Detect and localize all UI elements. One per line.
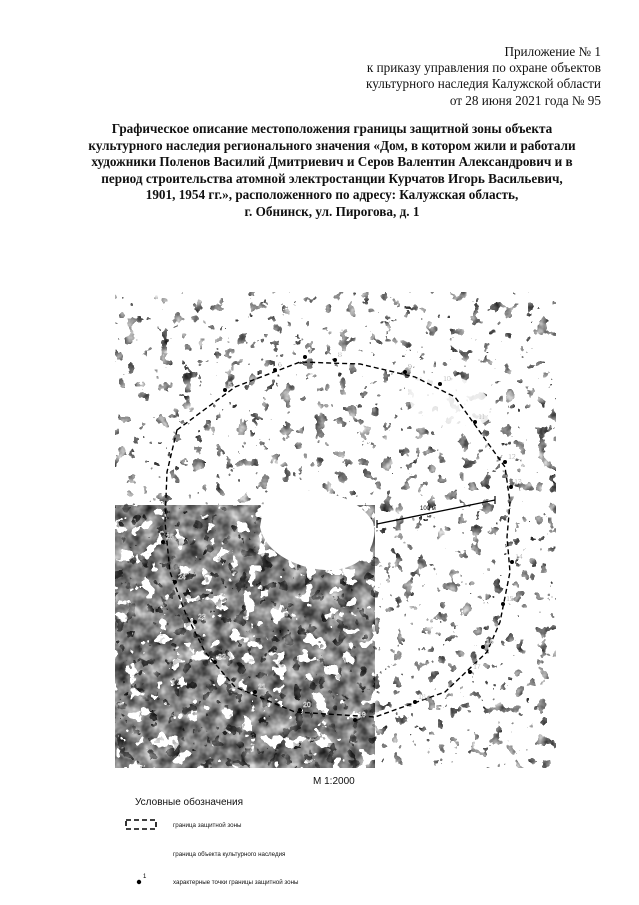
- title-line: 1901, 1954 гг.», расположенного по адресу: Калужская область,: [145, 187, 519, 203]
- title-line: Графическое описание местоположения границы защитной зоны объекта: [111, 121, 553, 136]
- characteristic-point-label: 19: [358, 712, 366, 719]
- document-title: [55, 121, 609, 221]
- characteristic-point-icon: [125, 873, 159, 887]
- legend-item-label: граница объекта культурного наследия: [173, 851, 286, 858]
- map-scale: М 1:2000: [313, 776, 355, 787]
- title-line: г. Обнинск, ул. Пирогова, д. 1: [244, 203, 420, 219]
- annex-line: Приложение № 1: [504, 44, 601, 59]
- characteristic-point-label: 7: [308, 349, 312, 356]
- characteristic-point: [501, 602, 505, 606]
- characteristic-point-marker: 1: [143, 874, 147, 880]
- annex-line: к приказу управления по охране объектов: [366, 60, 601, 76]
- characteristic-point: [481, 645, 485, 649]
- characteristic-point-label: 5: [228, 382, 232, 389]
- characteristic-point: [510, 560, 514, 564]
- protective-zone-boundary-icon: [125, 818, 159, 832]
- characteristic-point: [333, 358, 337, 362]
- characteristic-point: [173, 580, 177, 584]
- characteristic-point: [468, 670, 472, 674]
- characteristic-point: [213, 660, 217, 664]
- title-line: период строительства атомной электростанции Курчатов Игорь Васильевич,: [101, 170, 563, 186]
- characteristic-point-label: 8: [338, 352, 342, 359]
- characteristic-point-label: 12: [508, 454, 516, 461]
- characteristic-point-label: 10: [443, 376, 451, 383]
- characteristic-point-label: 18: [418, 694, 426, 701]
- aerial-map-image: [115, 292, 556, 768]
- characteristic-point-label: 25: [166, 534, 174, 541]
- characteristic-point-label: 13: [514, 479, 522, 486]
- characteristic-point: [413, 700, 417, 704]
- characteristic-point-label: 6: [278, 362, 282, 369]
- characteristic-point-label: 22: [218, 654, 226, 661]
- heritage-object-boundary-icon: [125, 847, 159, 861]
- characteristic-point-label: 17: [473, 664, 481, 671]
- characteristic-point: [253, 690, 257, 694]
- title-line: культурного наследия регионального значения «Дом, в котором жили и работали: [88, 137, 576, 153]
- characteristic-point: [403, 370, 407, 374]
- annex-line: культурного наследия Калужской области: [366, 76, 601, 92]
- title-line: художники Поленов Василий Дмитриевич и Серов Валентин Александрович и в: [91, 154, 573, 170]
- annex-header: [301, 44, 601, 109]
- legend-item-label: граница защитной зоны: [173, 822, 242, 829]
- characteristic-point-label: 15: [506, 596, 514, 603]
- characteristic-point-label: 23: [198, 614, 206, 621]
- characteristic-point: [193, 620, 197, 624]
- characteristic-point-label: 20: [303, 702, 311, 709]
- map-scale-bar-label: 100 м: [420, 506, 436, 512]
- annex-line: от 28 июня 2021 года № 95: [449, 92, 601, 108]
- characteristic-point: [503, 460, 507, 464]
- characteristic-point: [438, 382, 442, 386]
- characteristic-point: [303, 355, 307, 359]
- characteristic-point: [473, 420, 477, 424]
- characteristic-point-label: 21: [258, 684, 266, 691]
- characteristic-point: [223, 388, 227, 392]
- characteristic-point: [273, 368, 277, 372]
- characteristic-point: [161, 540, 165, 544]
- characteristic-point: [298, 708, 302, 712]
- legend-title: Условные обозначения: [135, 797, 244, 808]
- characteristic-point-label: 9: [408, 364, 412, 371]
- characteristic-point-label: 11: [478, 414, 486, 421]
- characteristic-point: [353, 718, 357, 722]
- characteristic-point-label: 24: [178, 574, 186, 581]
- characteristic-point-label: 14: [515, 554, 523, 561]
- legend-item-label: характерные точки границы защитной зоны: [173, 879, 299, 886]
- characteristic-point-label: 16: [486, 639, 494, 646]
- aerial-map: [115, 292, 556, 768]
- characteristic-point: [509, 485, 513, 489]
